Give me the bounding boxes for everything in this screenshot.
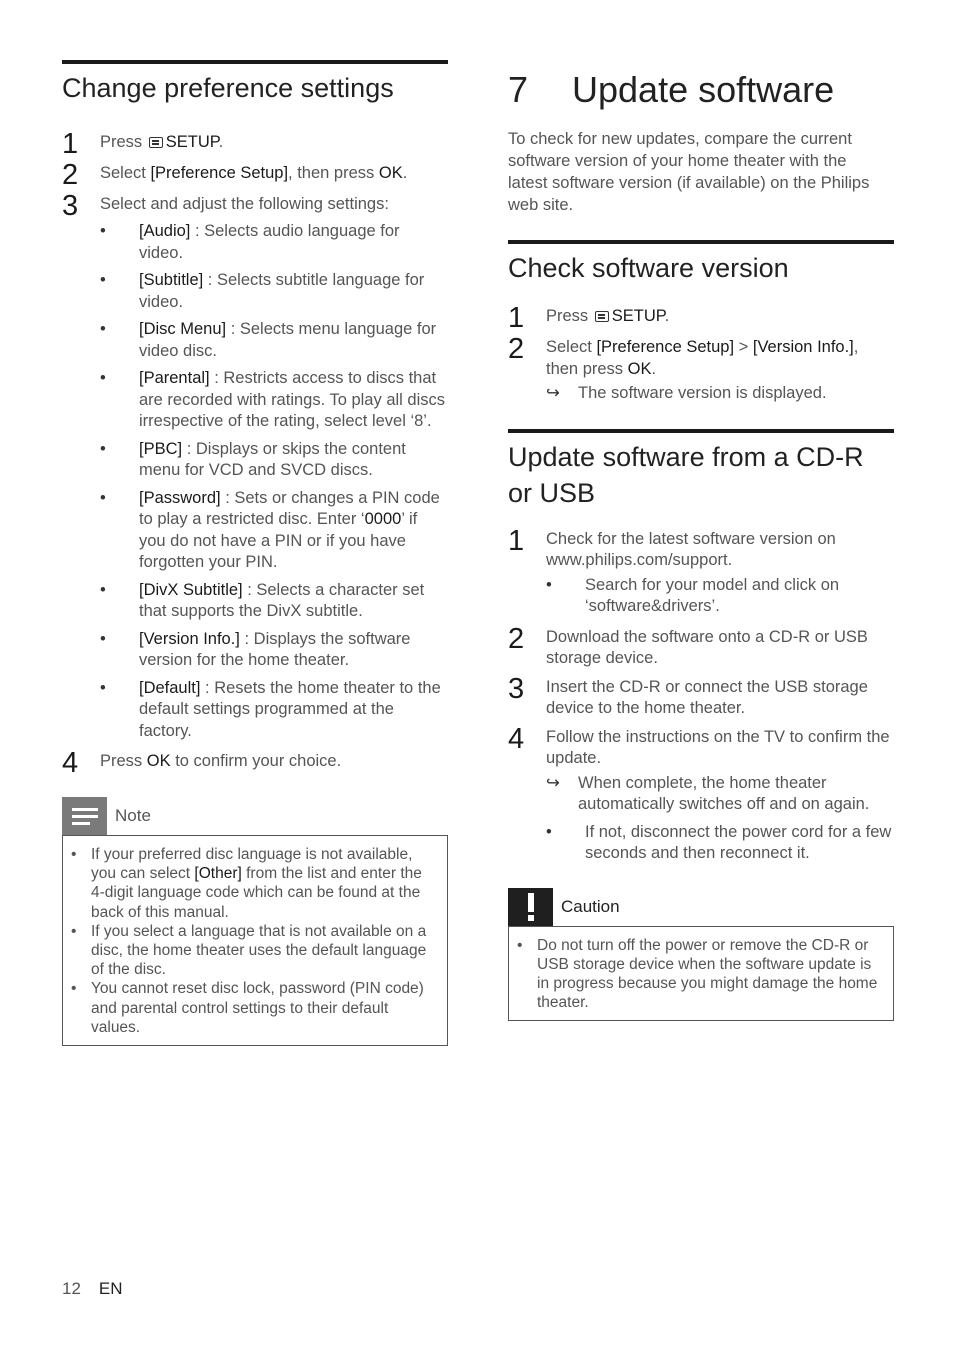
exclamation-icon <box>508 888 553 926</box>
page-number: 12 <box>62 1279 81 1298</box>
left-column <box>62 60 448 1046</box>
setting-default: • [Default] : Resets the home theater to the default settings programmed at the factory. <box>100 678 441 740</box>
right-column <box>508 60 894 1021</box>
setting-pbc: • [PBC] : Displays or skips the content menu for VCD and SVCD discs. <box>100 439 406 479</box>
update-step-4-result: ↪ When complete, the home theater automatically switches off and on again. <box>546 773 894 816</box>
check-result: ↪ The software version is displayed. <box>546 383 894 405</box>
result-arrow-icon: ↪ <box>546 773 560 792</box>
section-title-check: Check software version <box>508 240 894 286</box>
chapter-intro: To check for new updates, compare the current software version of your home theater with the latest software version (if available) on the Philips web site. <box>508 130 870 214</box>
setting-subtitle: • [Subtitle] : Selects subtitle language for video. <box>100 271 425 311</box>
setting-password: • [Password] : Sets or changes a PIN code to play a restricted disc. Enter ‘0000’ if you do not have a PIN or if you have forgotten your PIN. <box>100 488 440 571</box>
chapter-number: 7 <box>508 69 529 110</box>
step-number: 4 <box>62 747 79 779</box>
section-title-preferences: Change preference settings <box>62 60 448 106</box>
language-code: EN <box>98 1279 123 1298</box>
step-2: 2 Select [Preference Setup], then press OK. <box>62 159 408 191</box>
setup-menu-icon <box>595 311 609 322</box>
step-number: 3 <box>62 190 79 222</box>
chapter-heading <box>508 68 894 112</box>
setup-menu-icon <box>149 137 163 148</box>
note-item: • If you select a language that is not available on a disc, the home theater uses the default language of the disc. <box>71 922 427 979</box>
check-step-1: 1 Press SETUP. <box>508 302 670 334</box>
update-step-1: 1 Check for the latest software version on www.philips.com/support. <box>508 524 836 569</box>
step-1: 1 Press SETUP. <box>62 128 224 160</box>
page-footer <box>62 1279 123 1299</box>
step-number: 2 <box>62 159 79 191</box>
note-item: • You cannot reset disc lock, password (PIN code) and parental control settings to their default values. <box>71 980 424 1036</box>
caution-box <box>508 888 894 1022</box>
setting-disc-menu: • [Disc Menu] : Selects menu language for video disc. <box>100 320 437 360</box>
check-step-2: 2 Select [Preference Setup] > [Version Info.], then press OK. <box>508 333 859 378</box>
chapter-title: Update software <box>572 69 835 110</box>
setting-divx-subtitle: • [DivX Subtitle] : Selects a character set that supports the DivX subtitle. <box>100 580 425 620</box>
setting-parental: • [Parental] : Restricts access to discs that are recorded with ratings. To play all discs irrespective of the rating, select level ‘8’. <box>100 369 446 430</box>
note-icon <box>62 797 107 835</box>
update-step-1-bullet: • Search for your model and click on ‘software&drivers’. <box>546 575 840 615</box>
update-step-3: 3 Insert the CD-R or connect the USB storage device to the home theater. <box>508 672 868 717</box>
section-title-update: Update software from a CD-R or USB <box>508 429 894 511</box>
note-box <box>62 797 448 1046</box>
step-number: 1 <box>62 128 79 160</box>
setting-version-info: • [Version Info.] : Displays the software version for the home theater. <box>100 629 411 669</box>
caution-label: Caution <box>561 896 620 916</box>
setting-audio: • [Audio] : Selects audio language for video. <box>100 222 400 262</box>
update-step-4-bullet: • If not, disconnect the power cord for a few seconds and then reconnect it. <box>546 822 892 862</box>
update-step-4: 4 Follow the instructions on the TV to confirm the update. <box>508 722 890 767</box>
update-step-2: 2 Download the software onto a CD-R or USB storage device. <box>508 622 868 667</box>
note-label: Note <box>115 806 151 825</box>
step-3: 3 Select and adjust the following settings: <box>62 190 389 222</box>
step-4: 4 Press OK to confirm your choice. <box>62 747 342 779</box>
caution-item: • Do not turn off the power or remove the CD-R or USB storage device when the software update is in progress because you might damage the home theater. <box>517 936 878 1012</box>
result-arrow-icon: ↪ <box>546 384 560 402</box>
note-item: • If your preferred disc language is not available, you can select [Other] from the list and enter the 4-digit language code which can be found at the back of this manual. <box>71 846 422 921</box>
